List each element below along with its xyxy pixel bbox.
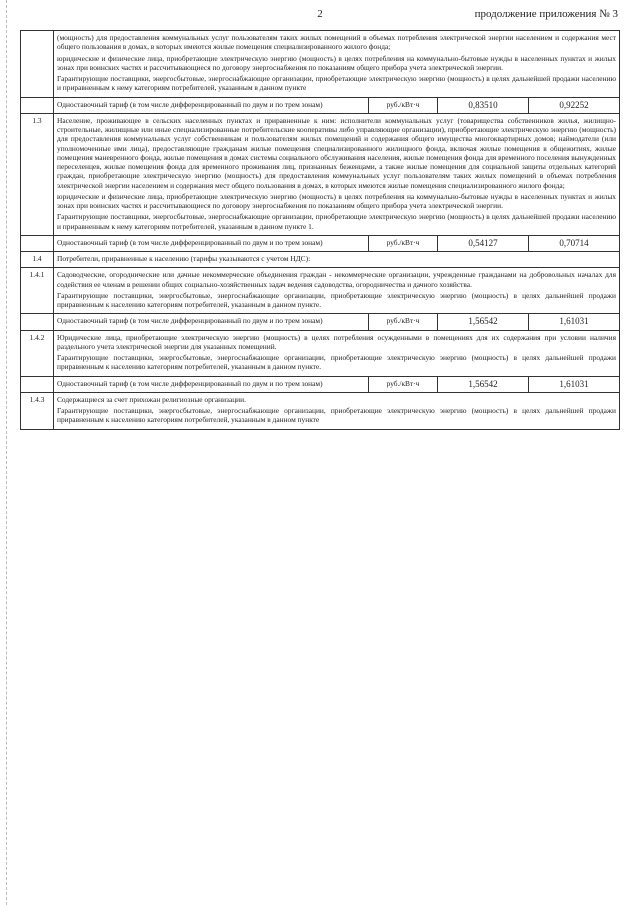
row-description <box>54 330 620 376</box>
description-paragraph: (мощность) для предоставления коммунальных услуг пользователям таких жилых помещений в объемах потребления электрической энергии населением и содержания мест общего пользования в домах, в которых имеются жилые помещения специализированного жилого фонда; <box>57 33 616 52</box>
tariff-unit: руб./кВт·ч <box>369 235 438 251</box>
tariff-value-second-half: 1,61031 <box>529 314 620 330</box>
tariff-row <box>21 376 620 392</box>
description-paragraph: Потребители, приравненные к населению (тарифы указываются с учетом НДС): <box>57 254 311 263</box>
row-number: 1.4.1 <box>21 268 54 314</box>
tariff-value-second-half: 0,92252 <box>529 97 620 113</box>
description-paragraph: Население, проживающее в сельских населенных пунктах и приравненные к ним: исполнители коммунальных услуг (товарищества собственников жилья, жилищно-строительные, жилищные или иные специализированные потребительские кооперативы либо управляющие организации), приобретающие электрическую энергию (мощность) для предоставления коммунальных услуг собственникам и пользователям жилых помещений и содержания общего имущества многоквартирных домов; наймодатели (или уполномоченные ими лица), предоставляющие гражданам жилые помещения специализированного жилищного фонда, включая жилые помещения в общежитиях, жилые помещения маневренного фонда, жилые помещения в домах системы социального обслуживания населения, жилые помещения фонда для временного поселения вынужденных переселенцев, жилые помещения фонда для временного проживания лиц, признанных беженцами, а также жилые помещения для социальной защиты отдельных категорий граждан, приобретающие электрическую энергию (мощность) для предоставления коммунальных услуг пользователям таких жилых помещений в объемах потребления электрической энергии населением и содержания мест общего пользования в домах, в которых имеются жилые помещения специализированного жилого фонда; <box>57 115 616 190</box>
tariff-name: Одноставочный тариф (в том числе дифференцированный по двум и по трем зонам) <box>54 97 369 113</box>
row-description <box>54 268 620 314</box>
tariff-value-first-half: 0,54127 <box>438 235 529 251</box>
row-description <box>54 252 620 268</box>
tariff-name: Одноставочный тариф (в том числе дифференцированный по двум и по трем зонам) <box>54 376 369 392</box>
scan-edge-line <box>6 0 8 905</box>
description-paragraph: Содержащиеся за счет прихожан религиозные организации. <box>57 394 246 404</box>
description-paragraph: юридические и физические лица, приобретающие электрическую энергию (мощность) в целях потребления на коммунально-бытовые нужды в населенных пунктах и жилых зонах при воинских частях и рассчитывающиеся по договору энергоснабжения по показаниям общего прибора учета электрической энергии. <box>57 53 616 72</box>
description-paragraph: Гарантирующие поставщики, энергосбытовые, энергоснабжающие организации, приобретающие электрическую энергию (мощность) в целях дальнейшей продажи приравненным к населению категориям потребителей, указанным в данном пункте. <box>57 290 616 309</box>
description-row <box>21 113 620 235</box>
description-paragraph: Гарантирующие поставщики, энергосбытовые, энергоснабжающие организации, приобретающие электрическую энергию (мощность) в целях дальнейшей продажи населению и приравненным к нему категориям потребителей, указанным в данном пункте 1. <box>57 212 616 231</box>
description-paragraph: Юридические лица, приобретающие электрическую энергию (мощность) в целях потребления осужденными в помещениях для их содержания при условии наличия раздельного учета электрической энергии для указанных помещений. <box>57 332 616 351</box>
tariff-name: Одноставочный тариф (в том числе дифференцированный по двум и по трем зонам) <box>54 235 369 251</box>
row-description <box>54 113 620 235</box>
tariff-row <box>21 314 620 330</box>
row-number: 1.4 <box>21 252 54 268</box>
description-row <box>21 330 620 376</box>
row-number <box>21 31 54 98</box>
row-description <box>54 392 620 429</box>
description-paragraph: Садоводческие, огороднические или дачные некоммерческие объединения граждан - некоммерческие организации, учрежденные гражданами на добровольных началах для содействия ее членам в решении общих социально-хозяйственных задач ведения садоводства, огородничества и дачного хозяйства. <box>57 270 616 289</box>
description-paragraph: Гарантирующие поставщики, энергосбытовые, энергоснабжающие организации, приобретающие электрическую энергию (мощность) в целях дальнейшей продажи населению и приравненным к нему категориям потребителей, указанным в данном пункте <box>57 74 616 93</box>
tariff-value-second-half: 1,61031 <box>529 376 620 392</box>
tariff-value-first-half: 1,56542 <box>438 376 529 392</box>
tariff-unit: руб./кВт·ч <box>369 314 438 330</box>
description-row <box>21 392 620 429</box>
tariff-table <box>20 30 620 430</box>
description-row <box>21 252 620 268</box>
row-number: 1.3 <box>21 113 54 235</box>
row-number <box>21 97 54 113</box>
tariff-value-second-half: 0,70714 <box>529 235 620 251</box>
row-number: 1.4.2 <box>21 330 54 376</box>
description-paragraph: Гарантирующие поставщики, энергосбытовые, энергоснабжающие организации, приобретающие электрическую энергию (мощность) в целях дальнейшей продажи приравненным к населению категориям потребителей, указанным в данном пункте <box>57 406 616 425</box>
continuation-note: продолжение приложения № 3 <box>474 8 618 20</box>
tariff-name: Одноставочный тариф (в том числе дифференцированный по двум и по трем зонам) <box>54 314 369 330</box>
row-number <box>21 376 54 392</box>
description-row <box>21 268 620 314</box>
tariff-table-body <box>21 31 620 430</box>
description-paragraph: юридические и физические лица, приобретающие электрическую энергию (мощность) в целях потребления на коммунально-бытовые нужды в населенных пунктах и жилых зонах при воинских частях и рассчитывающиеся по договору энергоснабжения по показаниям общего прибора учета электрической энергии. <box>57 191 616 210</box>
tariff-unit: руб./кВт·ч <box>369 97 438 113</box>
row-description <box>54 31 620 98</box>
page-number: 2 <box>317 8 323 20</box>
tariff-value-first-half: 0,83510 <box>438 97 529 113</box>
description-row <box>21 31 620 98</box>
row-number <box>21 314 54 330</box>
tariff-value-first-half: 1,56542 <box>438 314 529 330</box>
tariff-row <box>21 235 620 251</box>
row-number: 1.4.3 <box>21 392 54 429</box>
description-paragraph: Гарантирующие поставщики, энергосбытовые, энергоснабжающие организации, приобретающие электрическую энергию (мощность) в целях дальнейшей продажи приравненным к населению категориям потребителей, указанным в данном пункте. <box>57 353 616 372</box>
tariff-row <box>21 97 620 113</box>
tariff-unit: руб./кВт·ч <box>369 376 438 392</box>
row-number <box>21 235 54 251</box>
